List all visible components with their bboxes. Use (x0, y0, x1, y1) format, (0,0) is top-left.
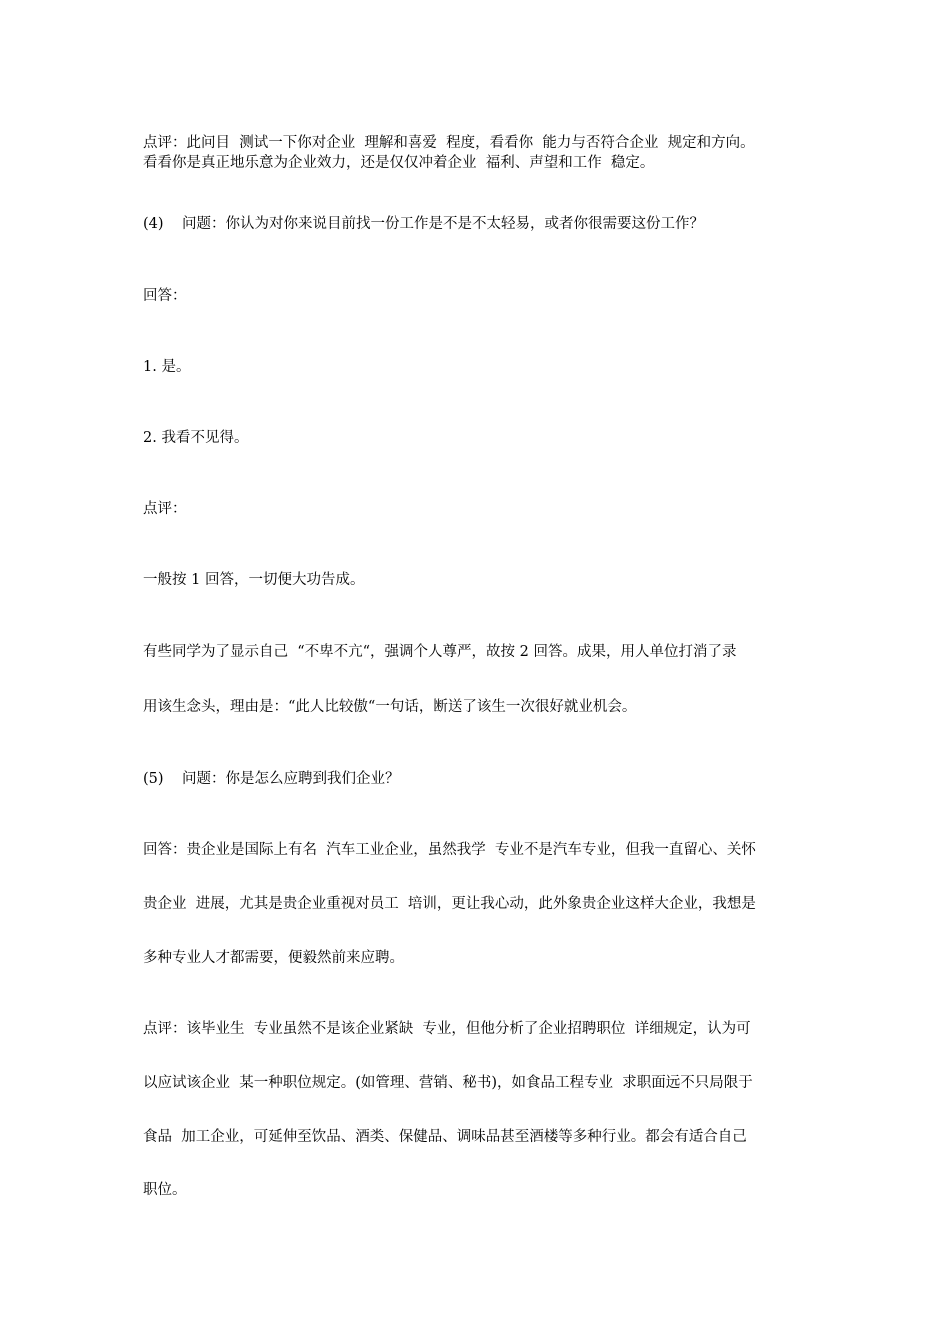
answer-label-4: 回答： (143, 288, 187, 304)
comment-line: 一般按 1 回答，一切便大功告成。 (143, 572, 365, 588)
answer-option-1: 1. 是。 (143, 359, 191, 375)
comment-line: 职位。 (143, 1182, 187, 1198)
answer-line: 贵企业 进展，尤其是贵企业重视对员工 培训，更让我心动，此外象贵企业这样大企业，我想是 (143, 896, 756, 912)
comment-label-4: 点评： (143, 501, 187, 517)
comment-line: 用该生念头，理由是：“此人比较傲“一句话，断送了该生一次很好就业机会。 (143, 699, 637, 715)
comment-line: 以应试该企业 某一种职位规定。(如管理、营销、秘书)，如食品工程专业 求职面远不只局限于 (143, 1075, 753, 1091)
comment-line: 有些同学为了显示自己 “不卑不亢“，强调个人尊严，故按 2 回答。成果，用人单位打消了录 (143, 644, 737, 660)
answer-option-2: 2. 我看不见得。 (143, 430, 249, 446)
comment-line: 食品 加工企业，可延伸至饮品、酒类、保健品、调味品甚至酒楼等多种行业。都会有适合自己 (143, 1129, 747, 1145)
question-4: (4) 问题：你认为对你来说目前找一份工作是不是不太轻易，或者你很需要这份工作？ (143, 216, 704, 232)
answer-line: 多种专业人才都需要，便毅然前来应聘。 (143, 950, 404, 966)
question-5: (5) 问题：你是怎么应聘到我们企业？ (143, 771, 400, 787)
comment-line: 看看你是真正地乐意为企业效力，还是仅仅冲着企业 福利、声望和工作 稳定。 (143, 155, 655, 171)
answer-line: 回答：贵企业是国际上有名 汽车工业企业，虽然我学 专业不是汽车专业，但我一直留心、关怀 (143, 842, 756, 858)
comment-line: 点评：该毕业生 专业虽然不是该企业紧缺 专业，但他分析了企业招聘职位 详细规定，认为可 (143, 1021, 751, 1037)
comment-line: 点评：此问目 测试一下你对企业 理解和喜爱 程度，看看你 能力与否符合企业 规定和方向。 (143, 135, 755, 151)
